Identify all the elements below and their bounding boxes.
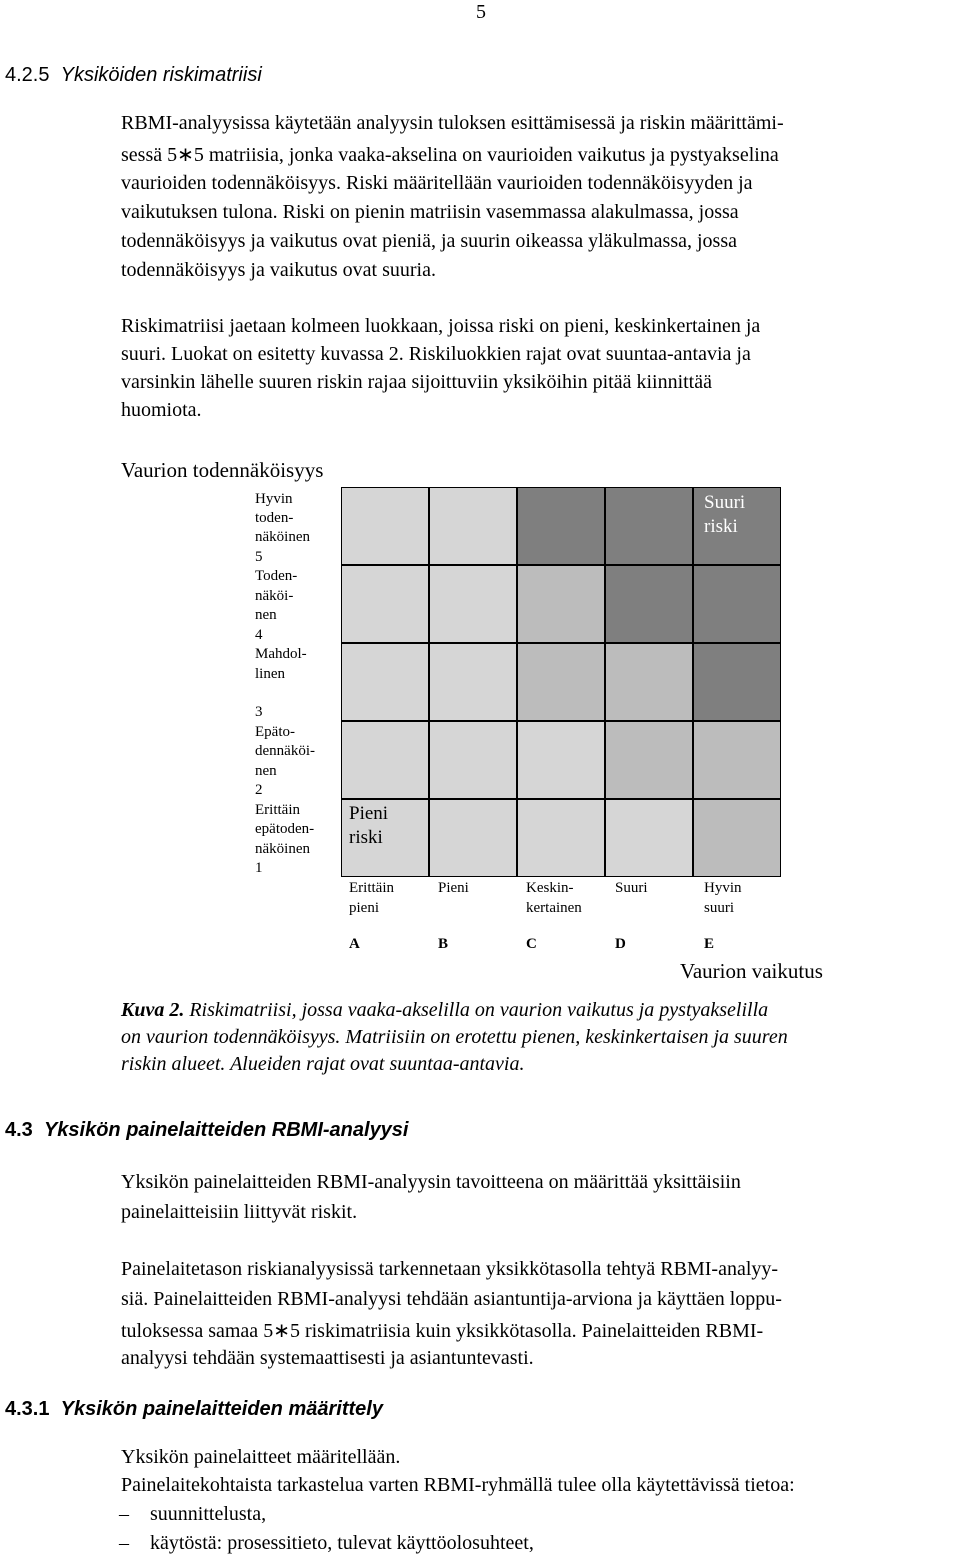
zone-label-low: Pieni riski <box>349 803 389 848</box>
matrix-cell-B3 <box>429 643 517 721</box>
y-axis-title: Vaurion todennäköisyys <box>121 458 324 482</box>
matrix-cell-A2 <box>341 721 429 799</box>
y-label: Hyvin <box>255 491 293 507</box>
matrix-cell-B2 <box>429 721 517 799</box>
x-label: Suuri <box>615 880 648 896</box>
matrix-cell-E4 <box>693 565 781 643</box>
y-label: 5 <box>255 549 263 565</box>
matrix-cell-C4 <box>517 565 605 643</box>
paragraph-line: vaurioiden todennäköisyys. Riski määritellään vaurioiden todennäköisyyden ja <box>121 172 753 194</box>
x-letter: D <box>615 936 626 952</box>
matrix-cell-B5 <box>429 487 517 565</box>
paragraph-line: Yksikön painelaitteiden RBMI-analyysin tavoitteena on määrittää yksittäisiin <box>121 1171 741 1193</box>
caption-line: Riskimatriisi, jossa vaaka-akselilla on vaurion vaikutus ja pystyakselilla <box>189 999 769 1021</box>
paragraph-line: varsinkin lähelle suuren riskin rajaa sijoittuviin yksiköihin pitää kiinnittää <box>121 371 712 393</box>
bullet-dash: – <box>119 1532 129 1554</box>
matrix-cell-E3 <box>693 643 781 721</box>
y-label: epätoden- <box>255 821 315 837</box>
paragraph-line: todennäköisyys ja vaikutus ovat suuria. <box>121 259 436 281</box>
y-label: Epäto- <box>255 724 295 740</box>
matrix-cell-E1 <box>693 799 781 877</box>
x-letter: C <box>526 936 537 952</box>
y-label: Erittäin <box>255 802 300 818</box>
matrix-cell-B1 <box>429 799 517 877</box>
risk-matrix <box>341 487 781 877</box>
y-label: dennäköi- <box>255 743 315 759</box>
paragraph-line: huomiota. <box>121 399 202 421</box>
section-heading-4-3 <box>5 1119 409 1142</box>
y-label: toden- <box>255 510 294 526</box>
y-label: Toden- <box>255 568 298 584</box>
y-label: näköinen <box>255 529 310 545</box>
caption-line: on vaurion todennäköisyys. Matriisiin on erotettu pienen, keskinkertaisen ja suuren <box>121 1026 788 1048</box>
paragraph-line: suuri. Luokat on esitetty kuvassa 2. Riskiluokkien rajat ovat suuntaa-antavia ja <box>121 343 751 365</box>
x-label: Hyvin suuri <box>704 880 742 916</box>
matrix-cell-E2 <box>693 721 781 799</box>
x-letter: E <box>704 936 715 952</box>
paragraph-line: RBMI-analyysissa käytetään analyysin tuloksen esittämisessä ja riskin määrittämi- <box>121 112 784 134</box>
x-letter: B <box>438 936 449 952</box>
matrix-cell-D4 <box>605 565 693 643</box>
y-label: näköi- <box>255 588 294 604</box>
paragraph-line: Riskimatriisi jaetaan kolmeen luokkaan, joissa riski on pieni, keskinkertainen ja <box>121 315 761 337</box>
x-label: Erittäin pieni <box>349 880 394 916</box>
paragraph-line: siä. Painelaitteiden RBMI-analyysi tehdään asiantuntija-arviona ja käyttäen loppu- <box>121 1288 782 1310</box>
paragraph-line: todennäköisyys ja vaikutus ovat pieniä, ja suurin oikeassa yläkulmassa, jossa <box>121 230 737 252</box>
matrix-cell-C5 <box>517 487 605 565</box>
y-label: 3 <box>255 704 263 720</box>
zone-label-high: Suuri riski <box>704 492 746 537</box>
section-title: Yksikön painelaitteiden määrittely <box>60 1398 383 1420</box>
section-title: Yksikön painelaitteiden RBMI-analyysi <box>43 1119 409 1141</box>
page-number: 5 <box>476 1 486 23</box>
caption-label: Kuva 2. <box>121 999 185 1021</box>
paragraph-line: painelaitteisiin liittyvät riskit. <box>121 1201 358 1223</box>
paragraph-line: Painelaitetason riskianalyysissä tarkennetaan yksikkötasolla tehtyä RBMI-analyy- <box>121 1258 779 1280</box>
matrix-cell-D1 <box>605 799 693 877</box>
section-heading-4-2-5 <box>5 64 262 87</box>
bullet-dash: – <box>119 1503 129 1525</box>
matrix-cell-A5 <box>341 487 429 565</box>
x-label: Keskin- kertainen <box>526 880 582 916</box>
matrix-cell-D2 <box>605 721 693 799</box>
paragraph-line: tuloksessa samaa 5∗5 riskimatriisia kuin yksikkötasolla. Painelaitteiden RBMI- <box>121 1320 764 1342</box>
y-label: nen <box>255 607 277 623</box>
y-label: 1 <box>255 860 263 876</box>
section-title: Yksiköiden riskimatriisi <box>60 64 262 86</box>
x-axis-title: Vaurion vaikutus <box>680 959 823 983</box>
caption-line: riskin alueet. Alueiden rajat ovat suuntaa-antavia. <box>121 1053 525 1075</box>
y-label: Mahdol- <box>255 646 307 662</box>
matrix-cell-C2 <box>517 721 605 799</box>
section-number: 4.3 <box>5 1119 33 1141</box>
paragraph-line: analyysi tehdään systemaattisesti ja asiantuntevasti. <box>121 1347 534 1369</box>
matrix-cell-C1 <box>517 799 605 877</box>
matrix-cell-A4 <box>341 565 429 643</box>
y-label: 2 <box>255 782 263 798</box>
y-label: näköinen <box>255 841 310 857</box>
matrix-cell-D3 <box>605 643 693 721</box>
x-label: Pieni <box>438 880 469 896</box>
y-label: linen <box>255 666 285 682</box>
figure-caption <box>121 997 788 1078</box>
x-letter: A <box>349 936 360 952</box>
paragraph-line: sessä 5∗5 matriisia, jonka vaaka-akselina on vaurioiden vaikutus ja pystyakselina <box>121 144 779 166</box>
section-number: 4.3.1 <box>5 1398 50 1420</box>
matrix-cell-A3 <box>341 643 429 721</box>
y-label: 4 <box>255 627 263 643</box>
paragraph-line: Yksikön painelaitteet määritellään. <box>121 1446 401 1468</box>
paragraph-line: Painelaitekohtaista tarkastelua varten RBMI-ryhmällä tulee olla käytettävissä tietoa: <box>121 1474 795 1496</box>
matrix-cell-D5 <box>605 487 693 565</box>
section-number: 4.2.5 <box>5 64 50 86</box>
paragraph-line: vaikutuksen tulona. Riski on pienin matriisin vasemmassa alakulmassa, jossa <box>121 201 739 223</box>
y-label: nen <box>255 763 277 779</box>
matrix-cell-B4 <box>429 565 517 643</box>
section-heading-4-3-1 <box>5 1398 383 1421</box>
matrix-cell-C3 <box>517 643 605 721</box>
